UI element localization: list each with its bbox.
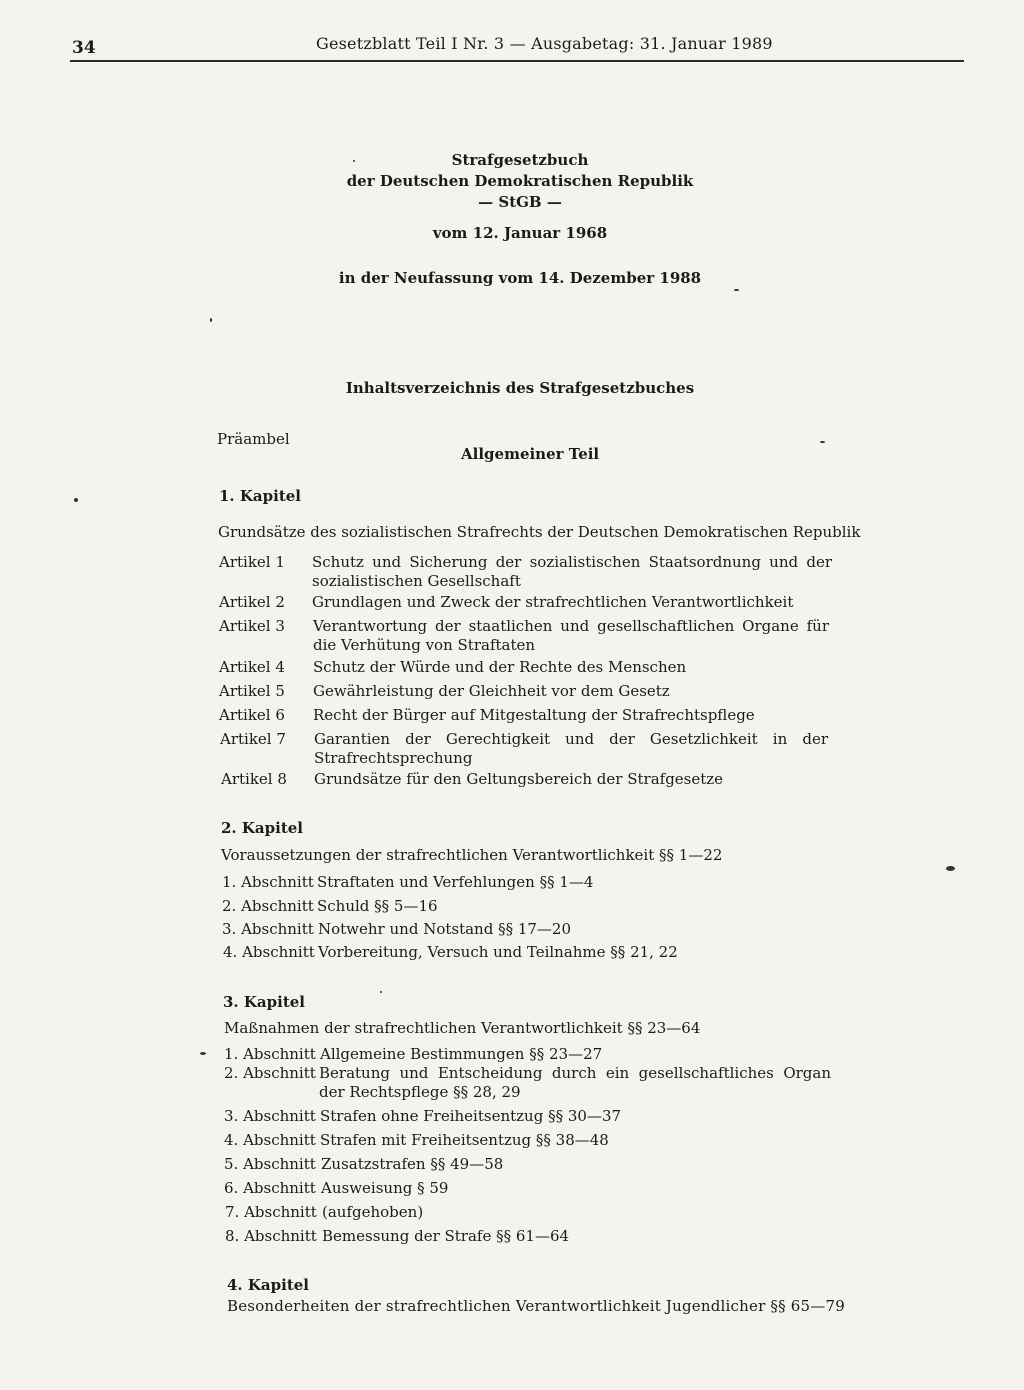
entry-label: 3. Abschnitt xyxy=(222,920,314,938)
entry-text: Ausweisung § 59 xyxy=(321,1179,449,1197)
entry-text: Zusatzstrafen §§ 49—58 xyxy=(321,1155,504,1173)
entry-text: Gewährleistung der Gleichheit vor dem Gesetz xyxy=(313,682,670,700)
scan-speck xyxy=(74,498,78,502)
entry-label: 4. Abschnitt xyxy=(223,943,315,961)
entry-text: Vorbereitung, Versuch und Teilnahme §§ 21, 22 xyxy=(318,943,678,961)
page-number: 34 xyxy=(72,38,96,58)
running-header: Gesetzblatt Teil I Nr. 3 — Ausgabetag: 31. Januar 1989 xyxy=(316,34,773,53)
chapter-subtitle: Voraussetzungen der strafrechtlichen Verantwortlichkeit §§ 1—22 xyxy=(221,846,723,864)
preamble-entry: Präambel xyxy=(217,430,290,448)
entry-label: Artikel 3 xyxy=(219,617,285,635)
scan-speck xyxy=(200,1052,206,1055)
entry-text: Grundsätze für den Geltungsbereich der Strafgesetze xyxy=(314,770,724,788)
entry-text: Straftaten und Verfehlungen §§ 1—4 xyxy=(317,873,594,891)
entry-label: Artikel 5 xyxy=(219,682,285,700)
law-title-line2: der Deutschen Demokratischen Republik xyxy=(346,172,694,190)
entry-label: Artikel 6 xyxy=(219,706,285,724)
entry-text: Recht der Bürger auf Mitgestaltung der Strafrechtspflege xyxy=(313,706,755,724)
toc-heading: Inhaltsverzeichnis des Strafgesetzbuches xyxy=(345,379,695,397)
scan-speck xyxy=(734,289,739,291)
entry-label: 5. Abschnitt xyxy=(224,1155,316,1173)
chapter-subtitle: Grundsätze des sozialistischen Strafrechts der Deutschen Demokratischen Republik xyxy=(218,523,861,541)
chapter-heading: 3. Kapitel xyxy=(223,993,305,1011)
scan-speck xyxy=(820,441,825,443)
chapter-heading: 4. Kapitel xyxy=(227,1276,309,1294)
scan-speck xyxy=(353,160,355,162)
chapter-heading: 2. Kapitel xyxy=(221,819,303,837)
entry-text: Allgemeine Bestimmungen §§ 23—27 xyxy=(320,1045,603,1063)
entry-text: Bemessung der Strafe §§ 61—64 xyxy=(322,1227,570,1245)
entry-text: Verantwortung der staatlichen und gesellschaftlichen Organe für die Verhütung von Straftaten xyxy=(313,617,829,654)
part-title: Allgemeiner Teil xyxy=(461,445,600,463)
entry-label: 1. Abschnitt xyxy=(222,873,314,891)
entry-text: (aufgehoben) xyxy=(322,1203,424,1221)
entry-text: Schutz der Würde und der Rechte des Menschen xyxy=(313,658,687,676)
entry-label: Artikel 8 xyxy=(221,770,287,788)
law-title: Strafgesetzbuch xyxy=(451,151,589,169)
law-revision-date: in der Neufassung vom 14. Dezember 1988 xyxy=(338,269,702,287)
entry-label: 2. Abschnitt xyxy=(222,897,314,915)
entry-label: Artikel 2 xyxy=(219,593,285,611)
scan-speck xyxy=(380,991,382,993)
entry-text: Strafen mit Freiheitsentzug §§ 38—48 xyxy=(320,1131,609,1149)
entry-label: 2. Abschnitt xyxy=(224,1064,316,1082)
entry-label: 4. Abschnitt xyxy=(224,1131,316,1149)
law-abbreviation: — StGB — xyxy=(478,193,562,211)
entry-text: Garantien der Gerechtigkeit und der Gesetzlichkeit in der Strafrechtsprechung xyxy=(314,730,828,767)
entry-text: Schuld §§ 5—16 xyxy=(317,897,438,915)
entry-label: 6. Abschnitt xyxy=(224,1179,316,1197)
entry-label: 3. Abschnitt xyxy=(224,1107,316,1125)
entry-label: 8. Abschnitt xyxy=(225,1227,317,1245)
entry-label: Artikel 4 xyxy=(219,658,285,676)
entry-label: Artikel 7 xyxy=(220,730,286,748)
chapter-heading: 1. Kapitel xyxy=(219,487,301,505)
entry-text: Notwehr und Notstand §§ 17—20 xyxy=(318,920,572,938)
entry-text: Schutz und Sicherung der sozialistischen Staatsordnung und der sozialistischen Gesellschaft xyxy=(312,553,832,590)
entry-label: 1. Abschnitt xyxy=(224,1045,316,1063)
header-rule xyxy=(70,60,964,62)
entry-text: Strafen ohne Freiheitsentzug §§ 30—37 xyxy=(320,1107,622,1125)
chapter-subtitle: Maßnahmen der strafrechtlichen Verantwortlichkeit §§ 23—64 xyxy=(224,1019,701,1037)
chapter-subtitle: Besonderheiten der strafrechtlichen Verantwortlichkeit Jugendlicher §§ 65—79 xyxy=(227,1297,845,1315)
scan-speck xyxy=(210,318,212,322)
entry-text: Grundlagen und Zweck der strafrechtlichen Verantwortlichkeit xyxy=(312,593,794,611)
entry-label: 7. Abschnitt xyxy=(225,1203,317,1221)
entry-label: Artikel 1 xyxy=(219,553,285,571)
entry-text: Beratung und Entscheidung durch ein gesellschaftliches Organ der Rechtspflege §§ 28, 29 xyxy=(319,1064,831,1101)
law-date: vom 12. Januar 1968 xyxy=(432,224,608,242)
scan-speck xyxy=(946,866,955,871)
